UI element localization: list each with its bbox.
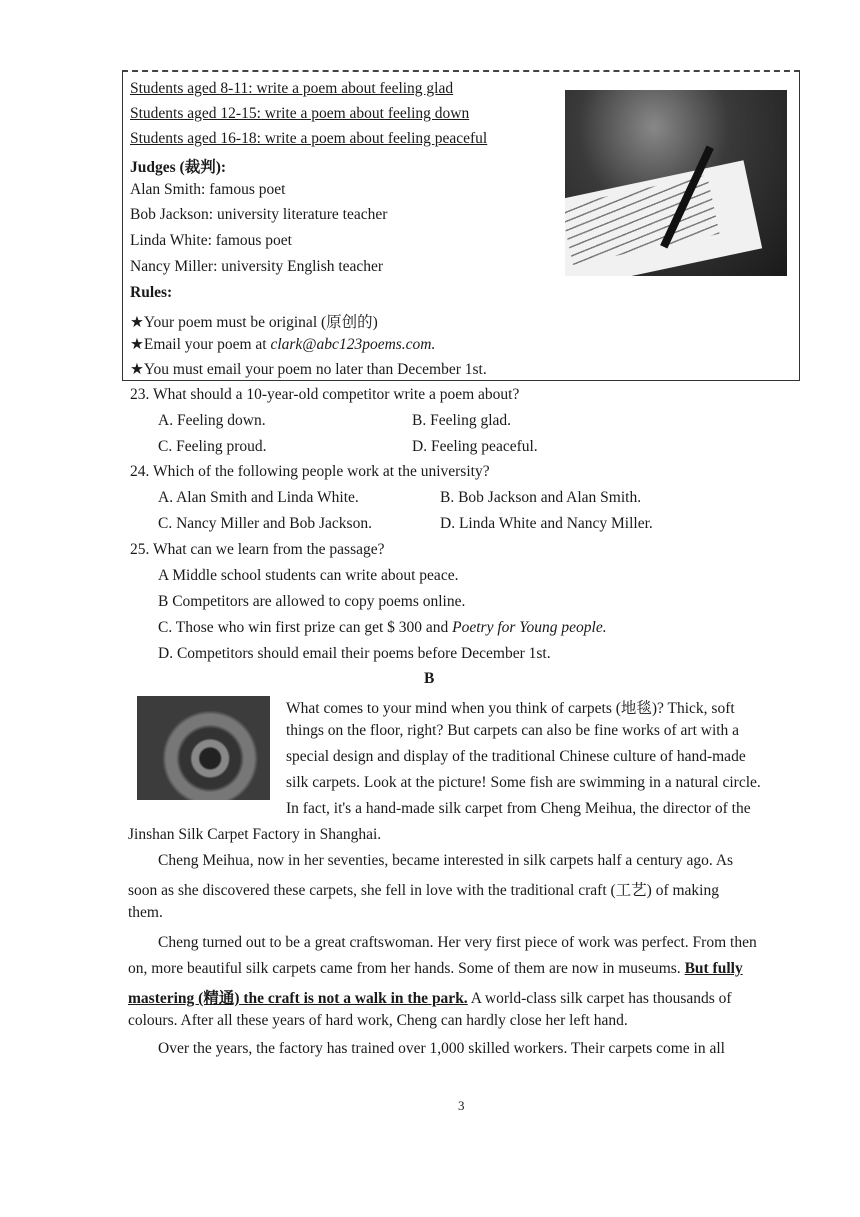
- question-24-option-a: A. Alan Smith and Linda White.: [158, 489, 359, 506]
- question-25-option-d: D. Competitors should email their poems before December 1st.: [158, 645, 551, 662]
- contest-notice-box: [122, 70, 800, 381]
- passage-line: Cheng turned out to be a great craftswoman. Her very first piece of work was perfect. From then: [158, 934, 757, 951]
- question-23-stem: 23. What should a 10-year-old competitor write a poem about?: [130, 386, 520, 403]
- judge-linda-white: Linda White: famous poet: [130, 232, 292, 249]
- question-23-option-c: C. Feeling proud.: [158, 438, 267, 455]
- question-24-option-b: B. Bob Jackson and Alan Smith.: [440, 489, 642, 506]
- passage-line: Cheng Meihua, now in her seventies, became interested in silk carpets half a century ago. As: [158, 852, 734, 869]
- passage-line: things on the floor, right? But carpets can also be fine works of art with a: [286, 722, 740, 739]
- section-b-heading: B: [424, 670, 435, 687]
- judges-heading: Judges (裁判):: [130, 159, 227, 176]
- passage-line: soon as she discovered these carpets, she fell in love with the traditional craft (工艺) of making: [128, 882, 719, 899]
- question-25-option-b: B Competitors are allowed to copy poems online.: [158, 593, 466, 610]
- rule-email: ★Email your poem at clark@abc123poems.com.: [130, 336, 436, 353]
- rule-original: ★Your poem must be original (原创的): [130, 314, 378, 331]
- question-25-stem: 25. What can we learn from the passage?: [130, 541, 385, 558]
- age-group-8-11: Students aged 8-11: write a poem about feeling glad: [130, 80, 454, 97]
- question-25-option-c: C. Those who win first prize can get $ 300 and Poetry for Young people.: [158, 619, 607, 636]
- question-23-option-b: B. Feeling glad.: [412, 412, 512, 429]
- passage-line: Over the years, the factory has trained over 1,000 skilled workers. Their carpets come in all: [158, 1040, 725, 1057]
- silk-carpet-photo: [137, 696, 270, 800]
- poem-writing-photo: [565, 90, 787, 276]
- age-group-12-15: Students aged 12-15: write a poem about feeling down: [130, 105, 470, 122]
- passage-line: colours. After all these years of hard work, Cheng can hardly close her left hand.: [128, 1012, 628, 1029]
- page-number: 3: [458, 1098, 465, 1113]
- judge-alan-smith: Alan Smith: famous poet: [130, 181, 286, 198]
- judge-bob-jackson: Bob Jackson: university literature teacher: [130, 206, 388, 223]
- rule-deadline: ★You must email your poem no later than December 1st.: [130, 361, 487, 378]
- passage-line: silk carpets. Look at the picture! Some fish are swimming in a natural circle.: [286, 774, 761, 791]
- question-25-option-a: A Middle school students can write about peace.: [158, 567, 459, 584]
- passage-line: Jinshan Silk Carpet Factory in Shanghai.: [128, 826, 382, 843]
- age-group-16-18: Students aged 16-18: write a poem about feeling peaceful: [130, 130, 488, 147]
- passage-line: special design and display of the traditional Chinese culture of hand-made: [286, 748, 746, 765]
- question-24-option-d: D. Linda White and Nancy Miller.: [440, 515, 653, 532]
- passage-line: In fact, it's a hand-made silk carpet from Cheng Meihua, the director of the: [286, 800, 751, 817]
- judge-nancy-miller: Nancy Miller: university English teacher: [130, 258, 384, 275]
- question-23-option-a: A. Feeling down.: [158, 412, 266, 429]
- question-23-option-d: D. Feeling peaceful.: [412, 438, 538, 455]
- passage-line: them.: [128, 904, 163, 921]
- passage-line: on, more beautiful silk carpets came from her hands. Some of them are now in museums. But fully: [128, 960, 743, 977]
- passage-line: What comes to your mind when you think of carpets (地毯)? Thick, soft: [286, 700, 735, 717]
- contest-email-address: clark@abc123poems.com.: [270, 336, 436, 353]
- passage-line: mastering (精通) the craft is not a walk in the park. A world-class silk carpet has thousands of: [128, 990, 732, 1007]
- question-24-stem: 24. Which of the following people work at the university?: [130, 463, 490, 480]
- rules-heading: Rules:: [130, 284, 173, 301]
- question-24-option-c: C. Nancy Miller and Bob Jackson.: [158, 515, 372, 532]
